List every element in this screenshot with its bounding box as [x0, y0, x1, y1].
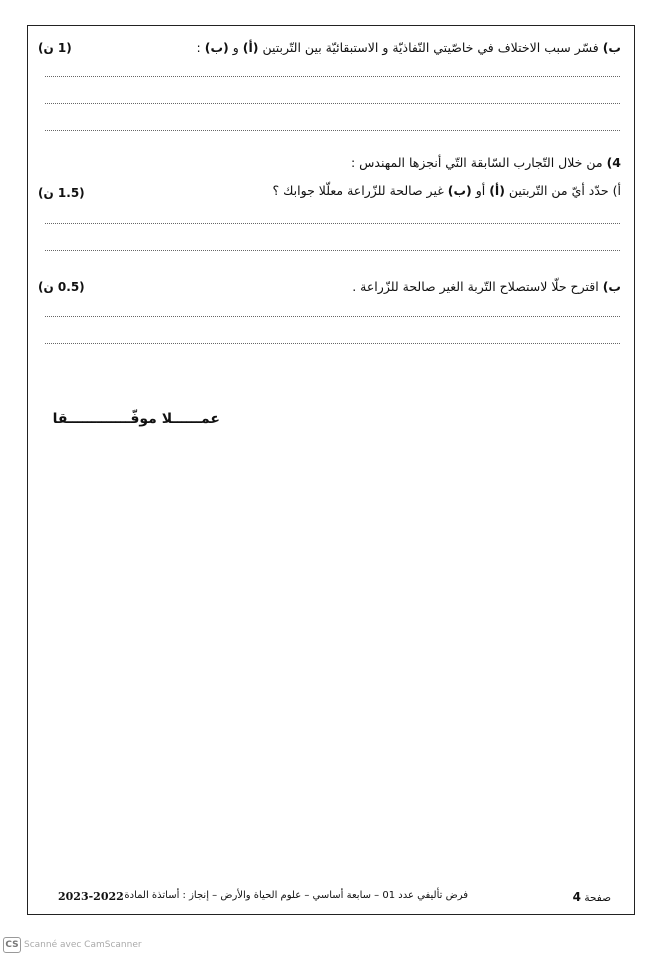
- question-4a-b-ref: (ب): [447, 183, 472, 198]
- question-4a-or: أو: [475, 183, 486, 198]
- question-3b-colon: :: [196, 40, 201, 55]
- footer-exam-info: فرض تأليفي عدد 01 – سابعة أساسي – علوم الحياة والأرض – إنجاز : أساتذة المادة: [124, 890, 468, 901]
- question-4a-points: (1.5 ن): [38, 186, 85, 200]
- answer-line: [45, 130, 620, 131]
- question-4: [351, 155, 621, 171]
- question-3b-text: فسّر سبب الاختلاف في خاصّيتي النّفاذيّة و الاستبقائيّة بين التّربتين: [262, 40, 599, 55]
- question-4a-a-ref: (أ): [489, 183, 505, 198]
- question-4-intro: من خلال التّجارب السّابقة التّي أنجزها المهندس :: [350, 155, 603, 170]
- question-3b-letter: ب): [602, 40, 621, 55]
- answer-line: [45, 223, 620, 224]
- question-4b: [352, 279, 621, 295]
- question-4-number: 4): [606, 155, 621, 170]
- answer-line: [45, 76, 620, 77]
- question-3b-conj: و: [232, 40, 239, 55]
- question-3b-a-ref: (أ): [242, 40, 259, 55]
- camscanner-icon: CS: [3, 937, 21, 953]
- question-4b-text: اقترح حلّا لاستصلاح التّربة الغير صالحة للزّراعة .: [352, 279, 599, 294]
- scanner-text: Scanné avec CamScanner: [24, 940, 142, 950]
- footer-page-number: 4: [572, 890, 582, 904]
- answer-line: [45, 103, 620, 104]
- question-4b-points: (0.5 ن): [38, 280, 85, 294]
- question-3b-b-ref: (ب): [204, 40, 229, 55]
- answer-line: [45, 316, 620, 317]
- closing-wish: عمــــــلا موفّـــــــــــــقا: [52, 411, 220, 427]
- question-4a: [273, 183, 621, 199]
- scanner-watermark: [3, 937, 142, 953]
- question-4a-text-after: غير صالحة للزّراعة معلّلا جوابك ؟: [272, 183, 444, 198]
- question-4a-letter: أ): [612, 183, 621, 198]
- answer-line: [45, 250, 620, 251]
- question-3b-points: (1 ن): [38, 41, 72, 55]
- footer-year: 2023-2022: [58, 890, 124, 903]
- question-4b-letter: ب): [602, 279, 621, 294]
- footer-page: [573, 890, 611, 904]
- question-4a-text-before: حدّد أيّ من التّربتين: [508, 183, 609, 198]
- question-3b: [197, 40, 621, 56]
- footer-page-label: صفحة: [584, 892, 611, 904]
- answer-line: [45, 343, 620, 344]
